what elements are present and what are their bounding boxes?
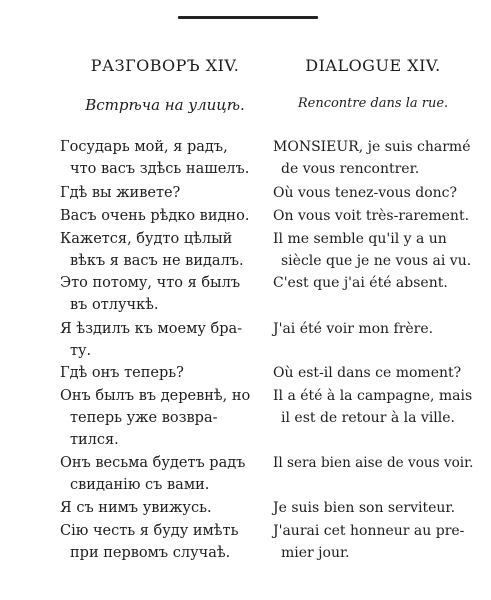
french-line: il est de retour à la ville. bbox=[281, 410, 455, 426]
russian-line: тился. bbox=[70, 432, 119, 448]
russian-line: Я ѣздилъ къ моему бра- bbox=[60, 321, 243, 337]
french-line: mier jour. bbox=[281, 545, 350, 561]
russian-subtitle: Встрѣча на улицѣ. bbox=[85, 96, 245, 114]
french-line: C'est que j'ai été absent. bbox=[273, 275, 448, 291]
russian-line: Государь мой, я радъ, bbox=[60, 139, 228, 155]
russian-line: Кажется, будто цѣлый bbox=[60, 231, 233, 247]
russian-line: теперь уже возвра- bbox=[70, 410, 218, 426]
russian-line: Это потому, что я былъ bbox=[60, 275, 241, 291]
french-heading: DIALOGUE XIV. bbox=[305, 56, 441, 75]
french-line: siècle que je ne vous ai vu. bbox=[281, 253, 472, 269]
french-line: J'aurai cet honneur au pre- bbox=[273, 523, 465, 539]
russian-line: Онъ былъ въ деревнѣ, но bbox=[60, 388, 251, 404]
russian-line: Сію честь я буду имѣть bbox=[60, 523, 239, 539]
russian-line: Васъ очень рѣдко видно. bbox=[60, 208, 250, 224]
french-line: Il sera bien aise de vous voir. bbox=[273, 455, 474, 471]
french-line: Où vous tenez-vous donc? bbox=[273, 185, 457, 201]
russian-line: что васъ здѣсь нашелъ. bbox=[70, 161, 250, 177]
french-line: Où est-il dans ce moment? bbox=[273, 365, 462, 381]
top-rule bbox=[178, 16, 318, 19]
russian-line: Гдѣ онъ теперь? bbox=[60, 365, 184, 381]
russian-line: свиданію съ вами. bbox=[70, 477, 210, 493]
french-line: J'ai été voir mon frère. bbox=[273, 321, 434, 337]
russian-line: при первомъ случаѣ. bbox=[70, 545, 231, 561]
french-line: Il me semble qu'il y a un bbox=[273, 231, 447, 247]
russian-line: ту. bbox=[70, 343, 92, 359]
russian-line: Онъ весьма будетъ радъ bbox=[60, 455, 246, 471]
russian-line: Гдѣ вы живете? bbox=[60, 185, 181, 201]
french-subtitle: Rencontre dans la rue. bbox=[297, 96, 449, 111]
french-line: On vous voit très-rarement. bbox=[273, 208, 470, 224]
russian-line: Я съ нимъ увижусь. bbox=[60, 500, 212, 516]
french-line: de vous rencontrer. bbox=[281, 161, 420, 177]
french-line: Je suis bien son serviteur. bbox=[273, 500, 456, 516]
russian-line: въ отлучкѣ. bbox=[70, 297, 159, 313]
french-line: Il a été à la campagne, mais bbox=[273, 388, 473, 404]
russian-heading: РАЗГОВОРЪ XIV. bbox=[90, 56, 240, 75]
french-line: MONSIEUR, je suis charmé bbox=[273, 139, 471, 155]
russian-line: вѣкъ я васъ не видалъ. bbox=[70, 253, 244, 269]
